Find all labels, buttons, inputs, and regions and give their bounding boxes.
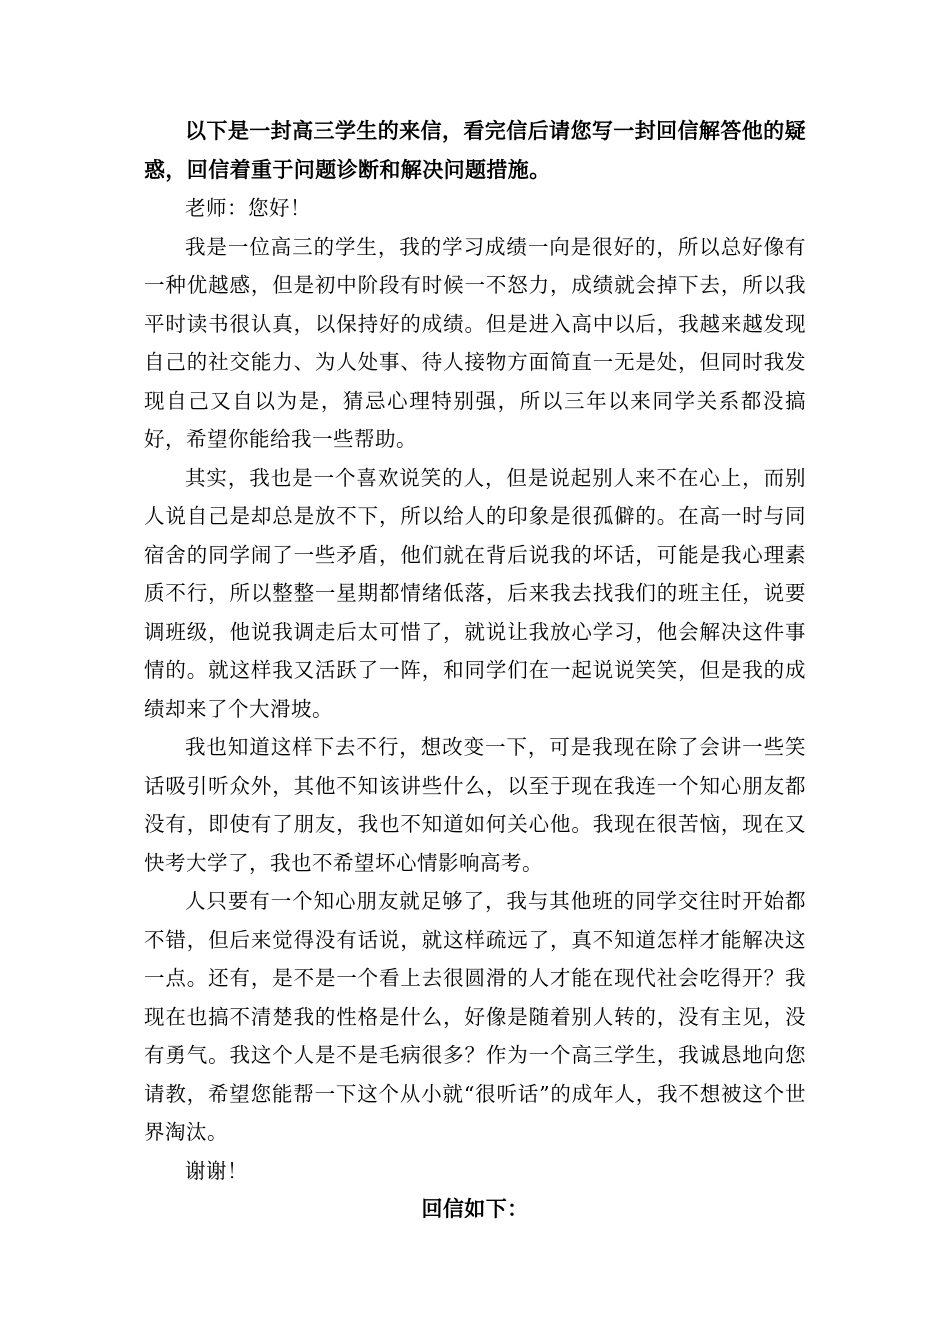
document-page bbox=[144, 112, 806, 1229]
letter-paragraph-2: 其实，我也是一个喜欢说笑的人，但是说起别人来不在心上，而别人说自己是却总是放不下，所以给人的印象是很孤僻的。在高一时与同宿舍的同学闹了一些矛盾，他们就在背后说我的坏话，可能是我心理素质不行，所以整整一星期都情绪低落，后来我去找我们的班主任，说要调班级，他说我调走后太可惜了，就说让我放心学习，他会解决这件事情的。就这样我又活跃了一阵，和同学们在一起说说笑笑，但是我的成绩却来了个大滑坡。 bbox=[144, 465, 806, 721]
letter-greeting: 老师：您好！ bbox=[185, 196, 311, 220]
prompt-heading: 以下是一封高三学生的来信，看完信后请您写一封回信解答他的疑惑，回信着重于问题诊断和解决问题措施。 bbox=[144, 118, 806, 182]
letter-paragraph-1: 我是一位高三的学生，我的学习成绩一向是很好的，所以总好像有一种优越感，但是初中阶段有时候一不怒力，成绩就会掉下去，所以我平时读书很认真，以保持好的成绩。但是进入高中以后，我越来越发现自己的社交能力、为人处事、待人接物方面简直一无是处，但同时我发现自己又自以为是，猜忌心理特别强，所以三年以来同学关系都没搞好，希望你能给我一些帮助。 bbox=[144, 234, 806, 451]
letter-paragraph-4: 人只要有一个知心朋友就足够了，我与其他班的同学交往时开始都不错，但后来觉得没有话说，就这样疏远了，真不知道怎样才能解决这一点。还有，是不是一个看上去很圆滑的人才能在现代社会吃得开？我现在也搞不清楚我的性格是什么，好像是随着别人转的，没有主见，没有勇气。我这个人是不是毛病很多？作为一个高三学生，我诚恳地向您请教，希望您能帮一下这个从小就“很听话”的成年人，我不想被这个世界淘汰。 bbox=[144, 889, 806, 1144]
letter-paragraph-3: 我也知道这样下去不行，想改变一下，可是我现在除了会讲一些笑话吸引听众外，其他不知该讲些什么，以至于现在我连一个知心朋友都没有，即使有了朋友，我也不知道如何关心他。我现在很苦恼，现在又快考大学了，我也不希望坏心情影响高考。 bbox=[144, 735, 806, 875]
letter-closing: 谢谢！ bbox=[185, 1158, 248, 1183]
reply-heading: 回信如下： bbox=[421, 1196, 529, 1221]
